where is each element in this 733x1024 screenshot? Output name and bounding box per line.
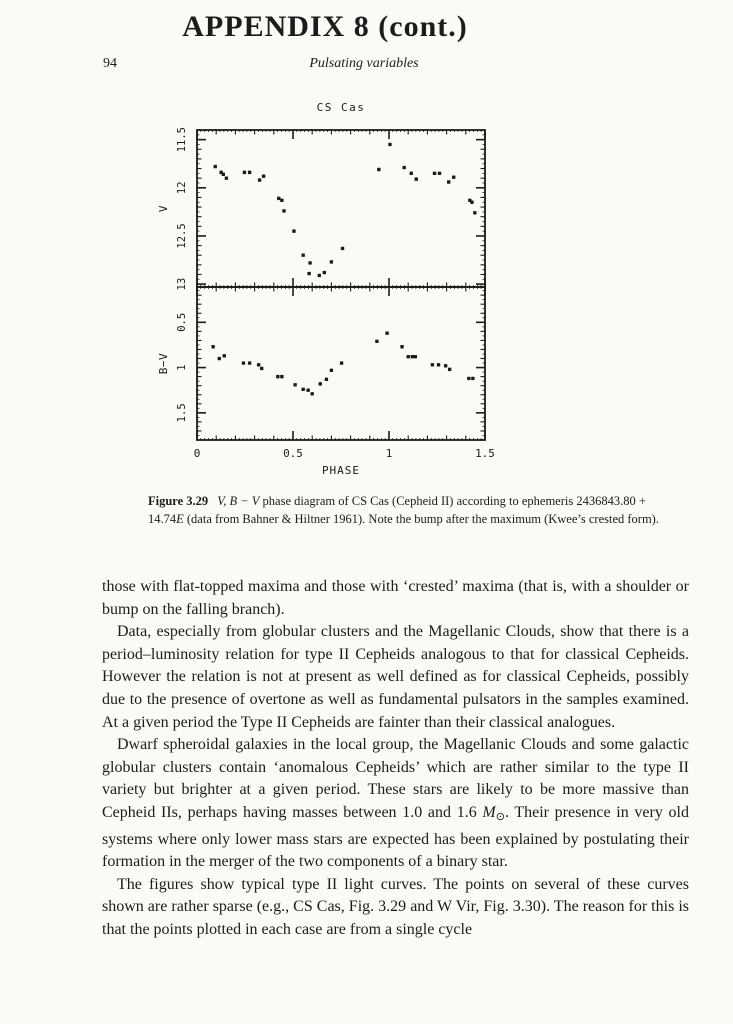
svg-text:0.5: 0.5 <box>283 447 303 460</box>
svg-text:12.5: 12.5 <box>176 223 188 249</box>
phase-diagram-chart <box>0 0 733 490</box>
svg-text:PHASE: PHASE <box>321 464 361 477</box>
paragraph-1: those with flat-topped maxima and those with ‘crested’ maxima (that is, with a shoulder or bump on the falling branch). <box>102 578 689 618</box>
svg-text:0: 0 <box>193 447 201 460</box>
svg-text:13: 13 <box>176 277 188 291</box>
svg-text:1.5: 1.5 <box>475 447 495 460</box>
page-number: 94 <box>103 56 117 71</box>
svg-text:1: 1 <box>385 447 393 460</box>
sun-subscript-icon: ⊙ <box>495 810 505 823</box>
svg-text:V: V <box>157 204 170 213</box>
figure-caption-math: V, B − V <box>217 494 260 508</box>
figure-caption-label: Figure 3.29 <box>148 494 209 508</box>
svg-text:1.5: 1.5 <box>176 403 188 423</box>
figure-caption <box>148 493 660 528</box>
figure-caption-text2: (data from Bahner & Hiltner 1961). Note the bump after the maximum (Kwee’s crested form). <box>183 511 659 526</box>
svg-text:11.5: 11.5 <box>176 126 188 153</box>
running-head: Pulsating variables <box>309 56 419 71</box>
paragraph-2: Data, especially from globular clusters and the Magellanic Clouds, show that there is a period–luminosity relation for type II Cepheids analogous to that for classical Cepheids. However the relation is not at present as well defined as for classical Cepheids, possibly due to the presence of overtone as well as fundamental pulsators in the samples examined. At a given period the Type II Cepheids are fainter than their classical analogues. <box>102 623 689 731</box>
paragraph-3 <box>102 734 689 874</box>
svg-text:12: 12 <box>176 181 188 195</box>
figure-caption-text: phase diagram of CS Cas (Cepheid II) according to ephemeris 2436843.80 + 14.74 <box>148 494 646 526</box>
svg-text:0.5: 0.5 <box>176 312 188 332</box>
svg-text:CS Cas: CS Cas <box>316 101 366 114</box>
svg-text:B−V: B−V <box>157 352 170 375</box>
paragraph-4: The figures show typical type II light curves. The points on several of these curves shown are rather sparse (e.g., CS Cas, Fig. 3.29 and W Vir, Fig. 3.30). The reason for this is that the points plotted in each case are from a single cycle <box>102 875 689 938</box>
paragraph-3-text: Dwarf spheroidal galaxies in the local group, the Magellanic Clouds and some galactic globular clusters contain ‘anomalous Cepheids’ which are rather similar to the type II variety but brighter at a given period. These stars are likely to be more massive than Cepheid IIs, perhaps having masses between 1.0 and 1.6 <box>102 736 689 821</box>
appendix-title: APPENDIX 8 (cont.) <box>182 10 468 43</box>
solar-mass-symbol: M <box>482 803 496 821</box>
svg-text:1: 1 <box>176 364 188 371</box>
paragraph-3-text-b: . Their presence in very old systems where only lower mass stars are expected has been explained by postulating their formation in the merger of the two components of a binary star. <box>102 803 689 871</box>
figure-caption-math-e: E <box>176 511 184 526</box>
body-text <box>102 576 689 942</box>
